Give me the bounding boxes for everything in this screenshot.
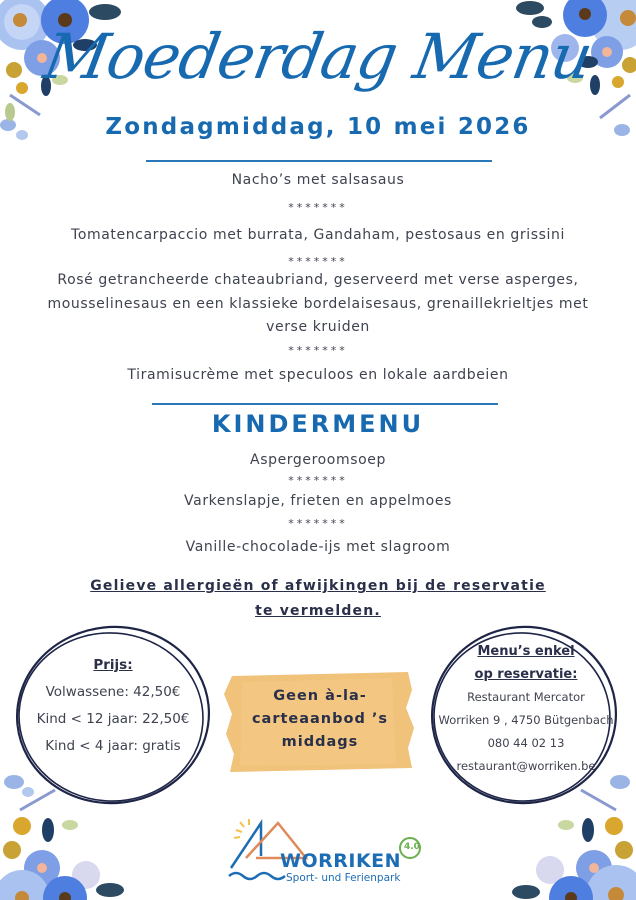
menu-course-main-line1: Rosé getrancheerde chateaubriand, geserveerd met verse asperges,	[57, 272, 579, 288]
kindermenu-separator: *******	[288, 517, 348, 530]
restaurant-name: Restaurant Mercator	[467, 690, 585, 704]
menu-course-starter: Nacho’s met salsasaus	[231, 172, 405, 188]
restaurant-email[interactable]: restaurant@worriken.be	[456, 759, 596, 773]
kindermenu-course-starter: Aspergeroomsoep	[250, 452, 386, 468]
logo-tagline: Sport- und Ferienpark	[286, 872, 401, 884]
banner-line: middags	[281, 734, 359, 750]
menu-course-dessert: Tiramisucrème met speculoos en lokale aardbeien	[127, 367, 509, 383]
allergy-notice-line2: te vermelden.	[255, 603, 381, 619]
price-child-under-4: Kind < 4 jaar: gratis	[45, 738, 181, 754]
divider	[152, 403, 498, 405]
allergy-notice-line1: Gelieve allergieën of afwijkingen bij de reservatie	[90, 578, 546, 594]
logo-badge: 4.0	[404, 842, 420, 852]
reservation-heading-line1: Menu’s enkel	[477, 644, 575, 659]
price-adult: Volwassene: 42,50€	[45, 684, 181, 700]
restaurant-phone[interactable]: 080 44 02 13	[487, 736, 565, 750]
restaurant-address: Worriken 9 , 4750 Bütgenbach	[438, 713, 614, 727]
menu-separator: *******	[288, 344, 348, 357]
reservation-box	[428, 640, 624, 778]
worriken-logo	[226, 818, 426, 888]
kindermenu-separator: *******	[288, 474, 348, 487]
banner-line: carteaanbod ’s	[251, 711, 389, 727]
menu-separator: *******	[288, 201, 348, 214]
kindermenu-course-main: Varkenslapje, frieten en appelmoes	[184, 493, 452, 509]
page-title: Moederdag Menu	[38, 20, 598, 93]
price-box	[18, 652, 208, 760]
menu-separator: *******	[288, 255, 348, 268]
price-child-under-12: Kind < 12 jaar: 22,50€	[36, 711, 190, 727]
menu-course-appetizer: Tomatencarpaccio met burrata, Gandaham, pestosaus en grissini	[71, 227, 565, 243]
banner-line: Geen à-la-	[273, 688, 367, 704]
sun-icon	[234, 819, 249, 838]
divider	[146, 160, 492, 162]
no-a-la-carte-banner	[222, 685, 418, 754]
reservation-heading-line2: op reservatie:	[474, 667, 578, 682]
menu-course-main-line3: verse kruiden	[266, 319, 370, 335]
logo-name: WORRIKEN	[280, 850, 402, 872]
event-date-subtitle: Zondagmiddag, 10 mei 2026	[105, 114, 531, 140]
price-heading: Prijs:	[93, 657, 133, 673]
kindermenu-title: KINDERMENU	[211, 410, 425, 438]
menu-course-main-line2: mousselinesaus en een klassieke bordelaisesaus, grenaillekrieltjes met	[47, 296, 589, 312]
kindermenu-course-dessert: Vanille-chocolade-ijs met slagroom	[185, 539, 451, 555]
